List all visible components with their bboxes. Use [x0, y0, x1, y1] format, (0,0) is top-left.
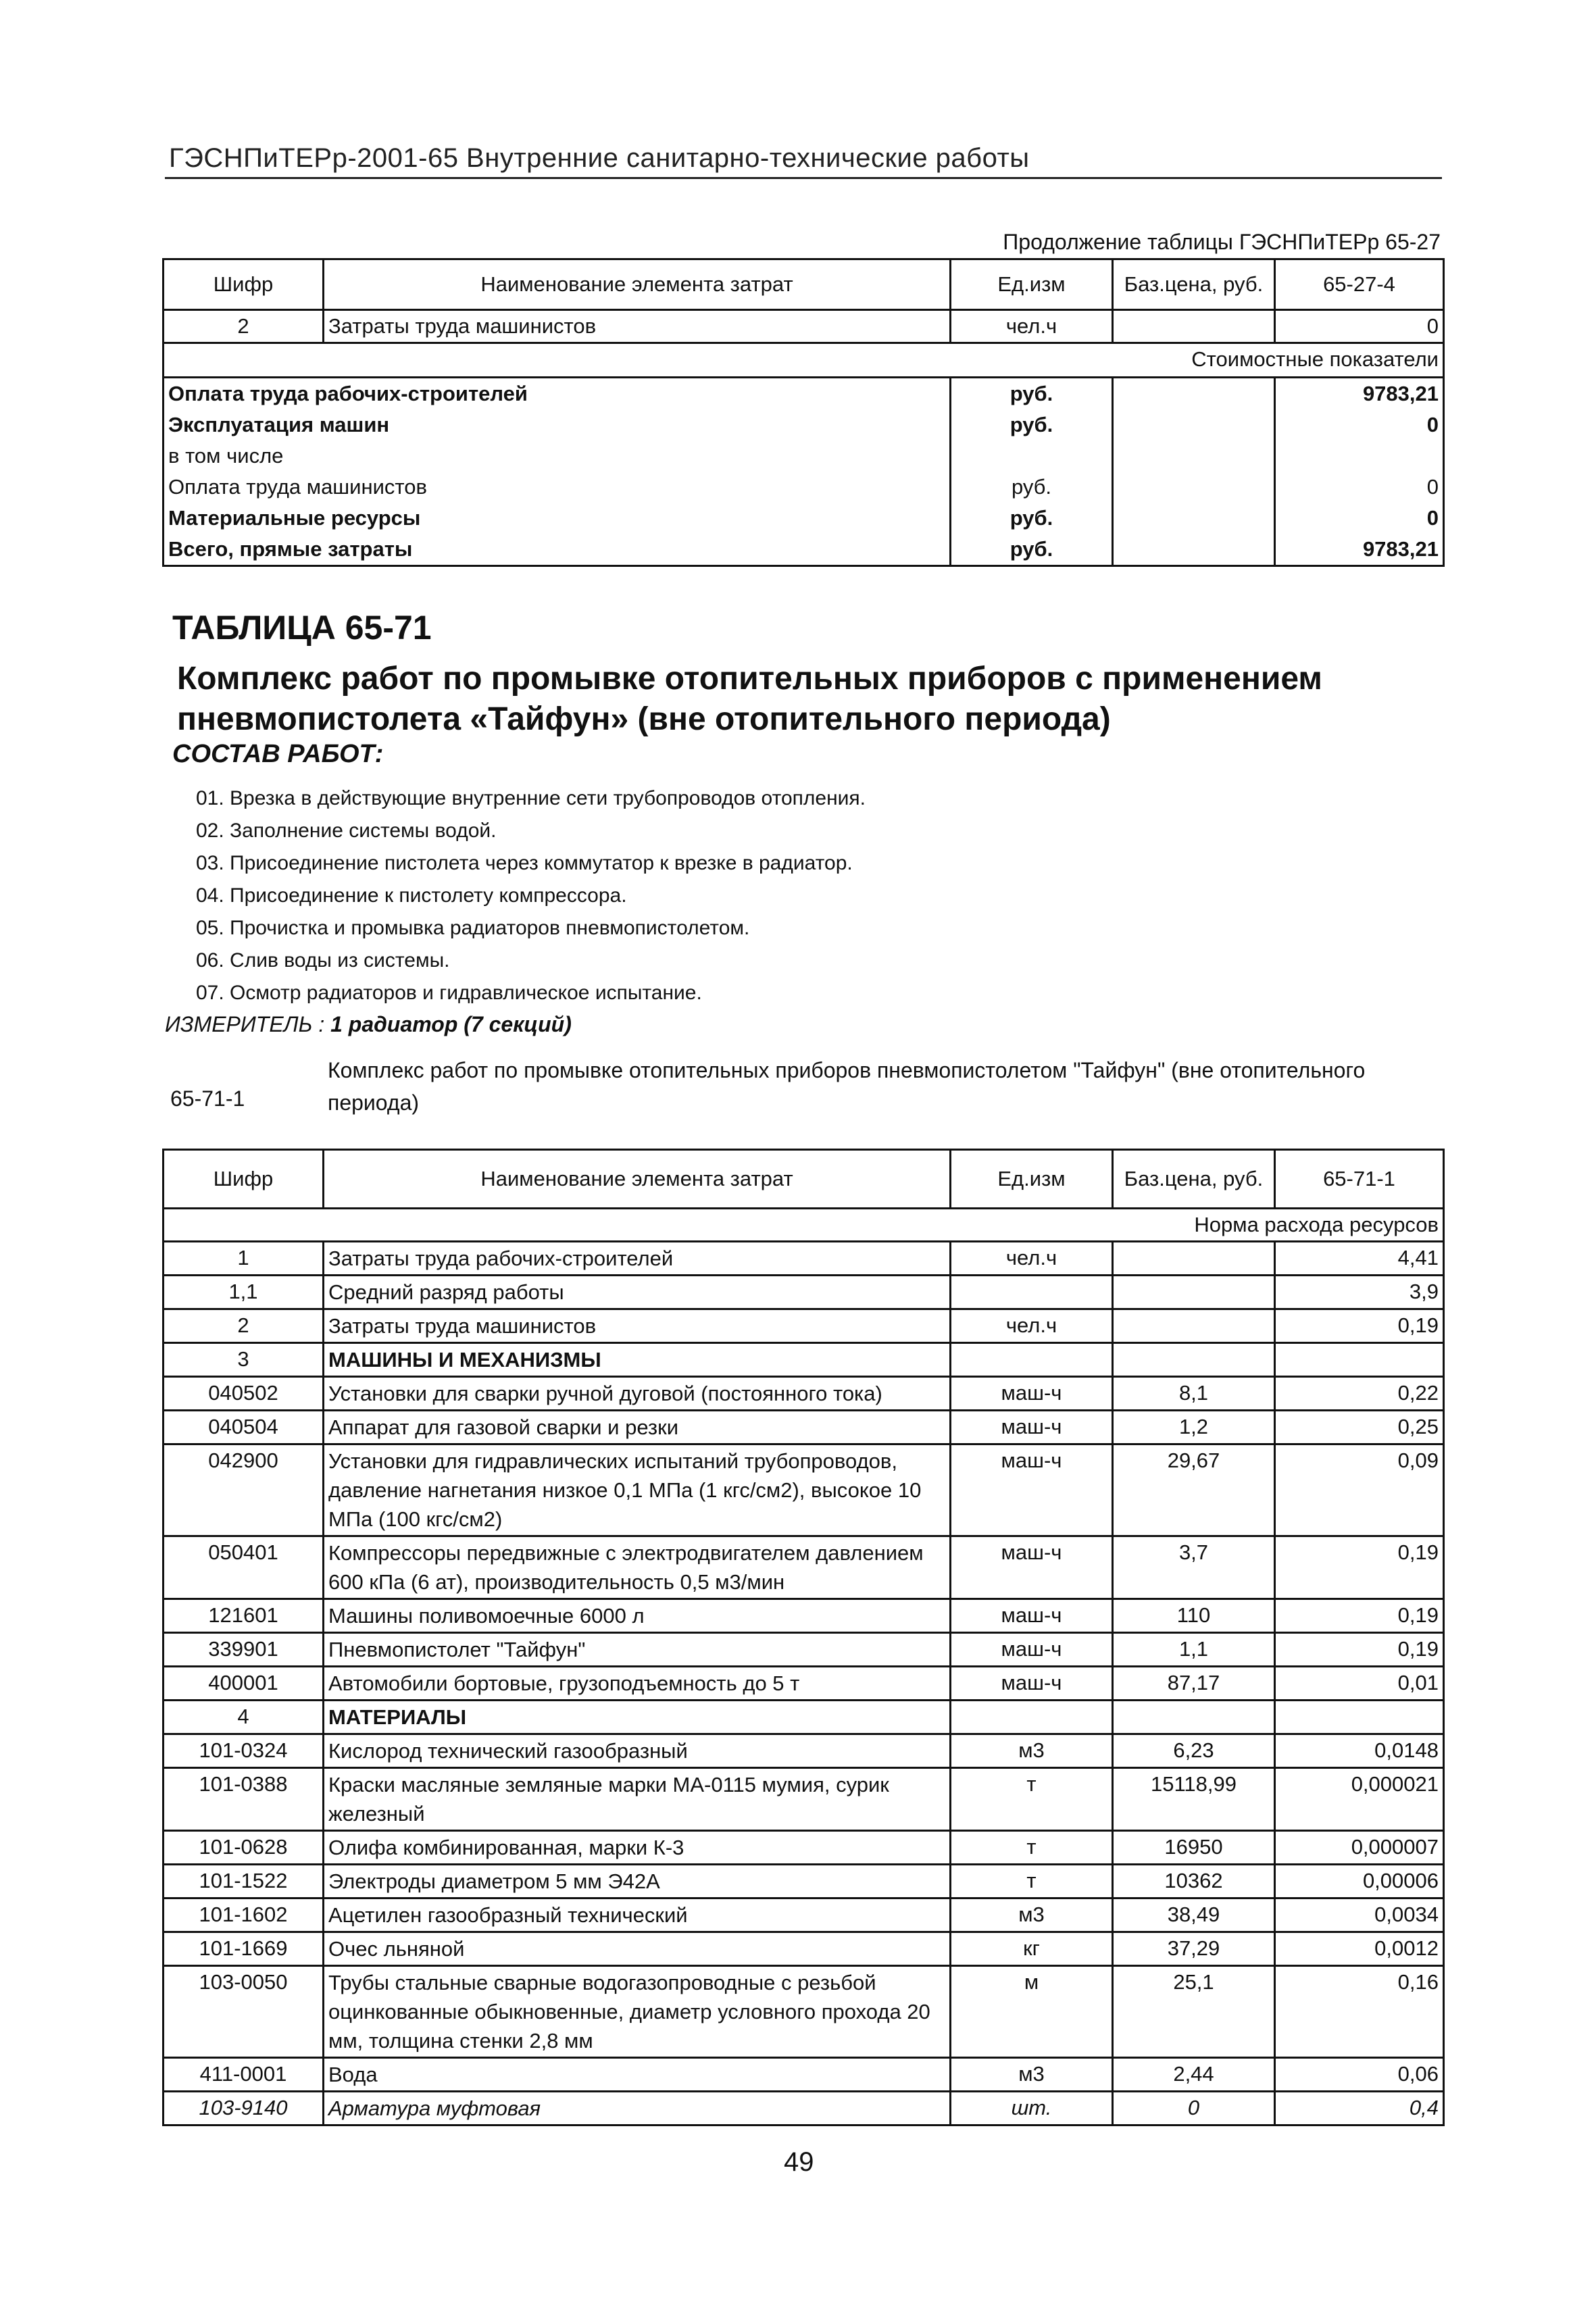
cell-code: 339901 [164, 1633, 324, 1667]
table-row [164, 2058, 1444, 2092]
cell-unit: руб. [951, 503, 1113, 534]
cell-value [1275, 1343, 1444, 1377]
table-row [164, 1768, 1444, 1831]
table-row [164, 1536, 1444, 1599]
cell-name: Затраты труда машинистов [324, 310, 951, 343]
operation-item: 06. Слив воды из системы. [196, 949, 450, 972]
item-code: 65-71-1 [170, 1086, 245, 1111]
cell-unit: т [951, 1831, 1113, 1865]
table-row [164, 1276, 1444, 1309]
cell-name: МАТЕРИАЛЫ [324, 1701, 951, 1734]
cell-value: 0,000007 [1275, 1831, 1444, 1865]
cell-value: 0,19 [1275, 1536, 1444, 1599]
cell-value: 0,4 [1275, 2092, 1444, 2126]
page-number: 49 [784, 2147, 814, 2177]
cell-price: 6,23 [1113, 1734, 1275, 1768]
cell-value: 3,9 [1275, 1276, 1444, 1309]
cell-value: 0,19 [1275, 1599, 1444, 1633]
cell-unit: чел.ч [951, 1242, 1113, 1276]
table-row [164, 1932, 1444, 1966]
table-row [164, 1599, 1444, 1633]
table-row [164, 1377, 1444, 1411]
section-row [164, 1701, 1444, 1734]
norm-title: Норма расхода ресурсов [164, 1209, 1444, 1242]
cell-price: 8,1 [1113, 1377, 1275, 1411]
cost-title-row [164, 343, 1444, 378]
cell-unit: шт. [951, 2092, 1113, 2126]
cell-code: 040504 [164, 1411, 324, 1444]
cell-name: Компрессоры передвижные с электродвигателем давлением 600 кПа (6 ат), производительность 0,5 м3/мин [324, 1536, 951, 1599]
cell-unit [951, 441, 1113, 472]
head-code: Шифр [164, 259, 324, 310]
head-col: 65-27-4 [1275, 259, 1444, 310]
cell-unit: маш-ч [951, 1536, 1113, 1599]
cell-name: Материальные ресурсы [164, 503, 324, 534]
meter-line [165, 1012, 572, 1037]
operation-item: 07. Осмотр радиаторов и гидравлическое испытание. [196, 982, 702, 1004]
cell-unit [951, 1701, 1113, 1734]
cell-unit: т [951, 1768, 1113, 1831]
head-unit: Ед.изм [951, 259, 1113, 310]
cell-price [1113, 1309, 1275, 1343]
cell-code: 101-1669 [164, 1932, 324, 1966]
cell-value: 0 [1275, 310, 1444, 343]
cell-name: Оплата труда машинистов [164, 472, 324, 503]
cell-unit: маш-ч [951, 1633, 1113, 1667]
cell-name: Очес льняной [324, 1932, 951, 1966]
cell-name: Средний разряд работы [324, 1276, 951, 1309]
cell-value: 0,000021 [1275, 1768, 1444, 1831]
cost-title: Стоимостные показатели [164, 343, 1444, 378]
cell-code: 2 [164, 1309, 324, 1343]
head-name: Наименование элемента затрат [324, 1150, 951, 1209]
cell-unit: маш-ч [951, 1444, 1113, 1536]
cell-price: 0 [1113, 2092, 1275, 2126]
cell-name: Всего, прямые затраты [164, 534, 324, 566]
cell-price: 1,1 [1113, 1633, 1275, 1667]
cell-name: Ацетилен газообразный технический [324, 1898, 951, 1932]
cell-code: 1 [164, 1242, 324, 1276]
cell-value: 0,0148 [1275, 1734, 1444, 1768]
cell-code: 411-0001 [164, 2058, 324, 2092]
cell-unit: маш-ч [951, 1667, 1113, 1701]
cell-price: 87,17 [1113, 1667, 1275, 1701]
table-row [164, 1898, 1444, 1932]
table-65-71-1 [162, 1149, 1445, 2126]
table-row [164, 1444, 1444, 1536]
cell-price [1113, 534, 1275, 566]
cell-code: 400001 [164, 1667, 324, 1701]
cell-code: 2 [164, 310, 324, 343]
header-rule [165, 177, 1442, 179]
cell-unit: чел.ч [951, 310, 1113, 343]
cell-name: Эксплуатация машин [164, 409, 324, 441]
cell-code: 101-0388 [164, 1768, 324, 1831]
cell-price: 2,44 [1113, 2058, 1275, 2092]
cell-value: 0,19 [1275, 1309, 1444, 1343]
cell-name: Арматура муфтовая [324, 2092, 951, 2126]
cell-code: 101-1602 [164, 1898, 324, 1932]
cell-code: 042900 [164, 1444, 324, 1536]
cell-unit: маш-ч [951, 1599, 1113, 1633]
table-row [164, 1411, 1444, 1444]
cell-price [1113, 1701, 1275, 1734]
cell-unit [951, 1276, 1113, 1309]
cell-unit: чел.ч [951, 1309, 1113, 1343]
cell-price [1113, 1343, 1275, 1377]
cell-value: 0,0012 [1275, 1932, 1444, 1966]
cell-blank [324, 441, 951, 472]
cell-unit: руб. [951, 409, 1113, 441]
table1-header-row [164, 259, 1444, 310]
cell-code: 3 [164, 1343, 324, 1377]
cell-price [1113, 503, 1275, 534]
table-row [164, 1633, 1444, 1667]
cell-price [1113, 310, 1275, 343]
cell-unit: т [951, 1865, 1113, 1898]
table2-header-row [164, 1150, 1444, 1209]
meter-label: ИЗМЕРИТЕЛЬ : [165, 1012, 325, 1036]
cell-unit [951, 1343, 1113, 1377]
cost-row [164, 409, 1444, 441]
cell-unit: маш-ч [951, 1377, 1113, 1411]
cell-value: 0,01 [1275, 1667, 1444, 1701]
cell-price [1113, 472, 1275, 503]
cell-price: 16950 [1113, 1831, 1275, 1865]
cell-price: 15118,99 [1113, 1768, 1275, 1831]
cost-row [164, 503, 1444, 534]
cell-price: 25,1 [1113, 1966, 1275, 2058]
cell-name: Трубы стальные сварные водогазопроводные с резьбой оцинкованные обыкновенные, диаметр условного прохода 20 мм, толщина стенки 2,8 мм [324, 1966, 951, 2058]
cell-unit: кг [951, 1932, 1113, 1966]
cell-value: 0,19 [1275, 1633, 1444, 1667]
cell-price [1113, 378, 1275, 410]
table-row [164, 2092, 1444, 2126]
head-price: Баз.цена, руб. [1113, 1150, 1275, 1209]
cell-unit: руб. [951, 534, 1113, 566]
cell-name: Электроды диаметром 5 мм Э42А [324, 1865, 951, 1898]
table-row [164, 310, 1444, 343]
cell-name: Кислород технический газообразный [324, 1734, 951, 1768]
cost-row [164, 441, 1444, 472]
cell-value: 0,0034 [1275, 1898, 1444, 1932]
operation-item: 03. Присоединение пистолета через коммутатор к врезке в радиатор. [196, 852, 853, 874]
cell-name: Олифа комбинированная, марки К-3 [324, 1831, 951, 1865]
cell-price: 29,67 [1113, 1444, 1275, 1536]
cell-price: 37,29 [1113, 1932, 1275, 1966]
cell-name: Машины поливомоечные 6000 л [324, 1599, 951, 1633]
head-price: Баз.цена, руб. [1113, 259, 1275, 310]
cell-value: 4,41 [1275, 1242, 1444, 1276]
cell-unit: м [951, 1966, 1113, 2058]
item-description: Комплекс работ по промывке отопительных приборов пневмопистолетом "Тайфун" (вне отопительного периода) [328, 1058, 1366, 1115]
cell-blank [324, 534, 951, 566]
table-row [164, 1242, 1444, 1276]
section-row [164, 1343, 1444, 1377]
cell-price [1113, 441, 1275, 472]
cell-price: 110 [1113, 1599, 1275, 1633]
cell-code: 103-0050 [164, 1966, 324, 2058]
cell-code: 050401 [164, 1536, 324, 1599]
cell-unit: руб. [951, 378, 1113, 410]
cell-price: 38,49 [1113, 1898, 1275, 1932]
cell-name: Установки для сварки ручной дуговой (постоянного тока) [324, 1377, 951, 1411]
cell-unit: м3 [951, 1734, 1113, 1768]
operation-item: 01. Врезка в действующие внутренние сети трубопроводов отопления. [196, 787, 866, 809]
composition-label: СОСТАВ РАБОТ: [172, 740, 384, 768]
table-row [164, 1734, 1444, 1768]
cell-value [1275, 1701, 1444, 1734]
cell-value: 0,16 [1275, 1966, 1444, 2058]
table-row [164, 1831, 1444, 1865]
cell-value: 9783,21 [1275, 378, 1444, 410]
table-65-27-continuation [162, 258, 1445, 567]
cell-value: 0 [1275, 503, 1444, 534]
cell-value: 0,25 [1275, 1411, 1444, 1444]
head-code: Шифр [164, 1150, 324, 1209]
cell-unit: маш-ч [951, 1411, 1113, 1444]
operation-item: 02. Заполнение системы водой. [196, 820, 497, 842]
cell-value [1275, 441, 1444, 472]
cost-row [164, 378, 1444, 410]
running-header: ГЭСНПиТЕРр-2001-65 Внутренние санитарно-технические работы [169, 143, 1030, 173]
cell-value: 0,06 [1275, 2058, 1444, 2092]
cell-name: в том числе [164, 441, 324, 472]
operations-list [196, 782, 866, 1009]
cell-code: 103-9140 [164, 2092, 324, 2126]
section-subtitle: Комплекс работ по промывке отопительных приборов с применением пневмопистолета «Тайфун» (вне отопительного периода) [177, 661, 1322, 737]
cell-name: Оплата труда рабочих-строителей [164, 378, 324, 410]
cell-blank [324, 409, 951, 441]
cost-row [164, 472, 1444, 503]
cell-value: 0,00006 [1275, 1865, 1444, 1898]
cell-unit: м3 [951, 2058, 1113, 2092]
cell-code: 4 [164, 1701, 324, 1734]
cell-name: Установки для гидравлических испытаний трубопроводов, давление нагнетания низкое 0,1 МПа (1 кгс/см2), высокое 10 МПа (100 кгс/см2) [324, 1444, 951, 1536]
table1-caption: Продолжение таблицы ГЭСНПиТЕРр 65-27 [1003, 230, 1441, 254]
operation-item: 04. Присоединение к пистолету компрессора. [196, 884, 627, 907]
cost-row [164, 534, 1444, 566]
cell-price [1113, 409, 1275, 441]
section-title: ТАБЛИЦА 65-71 [172, 609, 432, 647]
cell-name: Краски масляные земляные марки МА-0115 мумия, сурик железный [324, 1768, 951, 1831]
cell-name: Вода [324, 2058, 951, 2092]
cell-price [1113, 1276, 1275, 1309]
cell-price: 3,7 [1113, 1536, 1275, 1599]
cell-value: 0 [1275, 472, 1444, 503]
head-name: Наименование элемента затрат [324, 259, 951, 310]
cell-code: 101-0324 [164, 1734, 324, 1768]
table-row [164, 1865, 1444, 1898]
meter-value: 1 радиатор (7 секций) [330, 1012, 572, 1036]
cell-price: 10362 [1113, 1865, 1275, 1898]
cell-value: 9783,21 [1275, 534, 1444, 566]
cell-name: Пневмопистолет "Тайфун" [324, 1633, 951, 1667]
cell-value: 0,09 [1275, 1444, 1444, 1536]
cell-unit: руб. [951, 472, 1113, 503]
head-unit: Ед.изм [951, 1150, 1113, 1209]
cell-value: 0 [1275, 409, 1444, 441]
cell-code: 1,1 [164, 1276, 324, 1309]
cell-name: Аппарат для газовой сварки и резки [324, 1411, 951, 1444]
cell-code: 040502 [164, 1377, 324, 1411]
cell-code: 121601 [164, 1599, 324, 1633]
cell-code: 101-1522 [164, 1865, 324, 1898]
cell-unit: м3 [951, 1898, 1113, 1932]
norm-title-row [164, 1209, 1444, 1242]
cell-price [1113, 1242, 1275, 1276]
cell-name: МАШИНЫ И МЕХАНИЗМЫ [324, 1343, 951, 1377]
cell-code: 101-0628 [164, 1831, 324, 1865]
cell-name: Автомобили бортовые, грузоподъемность до 5 т [324, 1667, 951, 1701]
cell-name: Затраты труда рабочих-строителей [324, 1242, 951, 1276]
table-row [164, 1966, 1444, 2058]
table-row [164, 1667, 1444, 1701]
cell-price: 1,2 [1113, 1411, 1275, 1444]
table-row [164, 1309, 1444, 1343]
cell-name: Затраты труда машинистов [324, 1309, 951, 1343]
cell-value: 0,22 [1275, 1377, 1444, 1411]
operation-item: 05. Прочистка и промывка радиаторов пневмопистолетом. [196, 917, 750, 939]
head-col: 65-71-1 [1275, 1150, 1444, 1209]
